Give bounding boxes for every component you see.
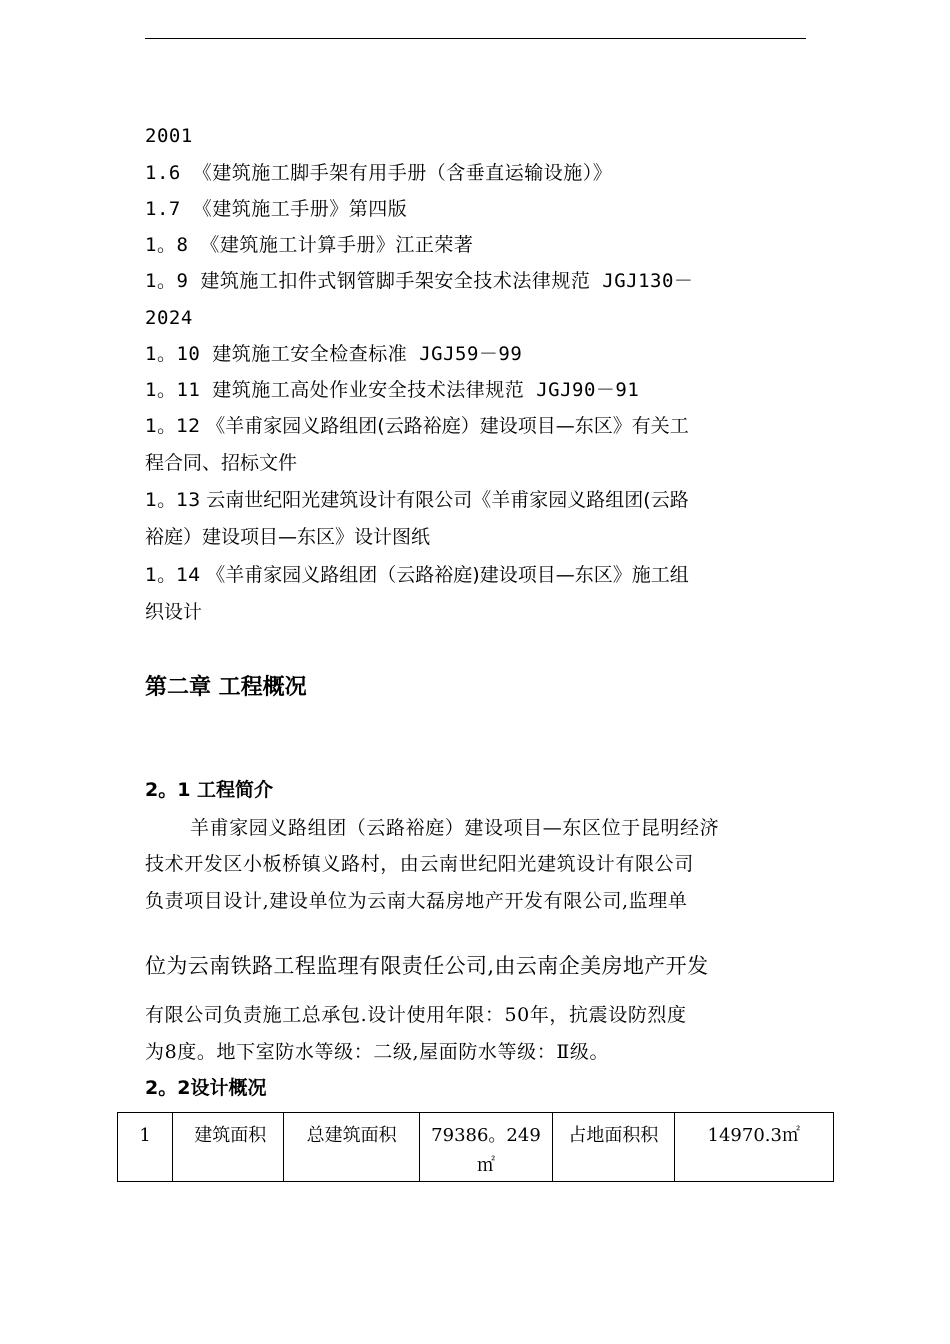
intro-paragraph-line: 有限公司负责施工总承包.设计使用年限：50年，抗震设防烈度 — [145, 1004, 687, 1026]
reference-line: 2024 — [145, 307, 193, 329]
table-cell-value: 79386。249㎡ — [419, 1113, 552, 1182]
reference-line: 1。11 建筑施工高处作业安全技术法律规范 JGJ90－91 — [145, 379, 640, 401]
intro-paragraph-line: 位为云南铁路工程监理有限责任公司,由云南企美房地产开发 — [145, 954, 709, 978]
section-title-design: 2。2设计概况 — [145, 1077, 267, 1099]
chapter-title: 第二章 工程概况 — [145, 675, 307, 700]
table-cell-value: 14970.3㎡ — [674, 1113, 834, 1182]
table-row — [118, 1113, 834, 1182]
reference-line: 1。13 云南世纪阳光建筑设计有限公司《羊甫家园义路组团(云路 — [145, 489, 689, 511]
design-overview-table — [117, 1112, 834, 1182]
table-cell-category: 建筑面积 — [173, 1113, 284, 1182]
reference-line: 裕庭）建设项目—东区》设计图纸 — [145, 526, 431, 548]
table-cell-index: 1 — [118, 1113, 173, 1182]
intro-paragraph-line: 技术开发区小板桥镇义路村，由云南世纪阳光建筑设计有限公司 — [145, 853, 694, 875]
intro-paragraph-line: 羊甫家园义路组团（云路裕庭）建设项目—东区位于昆明经济 — [190, 817, 720, 839]
reference-line: 1.7 《建筑施工手册》第四版 — [145, 198, 408, 220]
reference-line: 1。8 《建筑施工计算手册》江正荣著 — [145, 234, 474, 256]
reference-line: 1.6 《建筑施工脚手架有用手册（含垂直运输设施）》 — [145, 162, 613, 184]
reference-line: 1。10 建筑施工安全检查标准 JGJ59－99 — [145, 343, 523, 365]
intro-paragraph-line: 负责项目设计,建设单位为云南大磊房地产开发有限公司,监理单 — [145, 890, 688, 912]
section-title-overview: 2。1 工程简介 — [145, 779, 274, 801]
table-cell-item: 总建筑面积 — [284, 1113, 419, 1182]
reference-line: 1。9 建筑施工扣件式钢管脚手架安全技术法律规范 JGJ130－ — [145, 270, 694, 292]
intro-paragraph-line: 为8度。地下室防水等级：二级,屋面防水等级：Ⅱ级。 — [145, 1041, 610, 1063]
header-rule — [145, 38, 806, 39]
reference-line: 织设计 — [145, 601, 203, 623]
reference-line: 1。12 《羊甫家园义路组团(云路裕庭）建设项目—东区》有关工 — [145, 415, 689, 437]
table-cell-item: 占地面积积 — [553, 1113, 674, 1182]
reference-line: 1。14 《羊甫家园义路组团（云路裕庭)建设项目—东区》施工组 — [145, 564, 689, 586]
reference-line: 2001 — [145, 125, 193, 147]
reference-line: 程合同、招标文件 — [145, 452, 298, 474]
